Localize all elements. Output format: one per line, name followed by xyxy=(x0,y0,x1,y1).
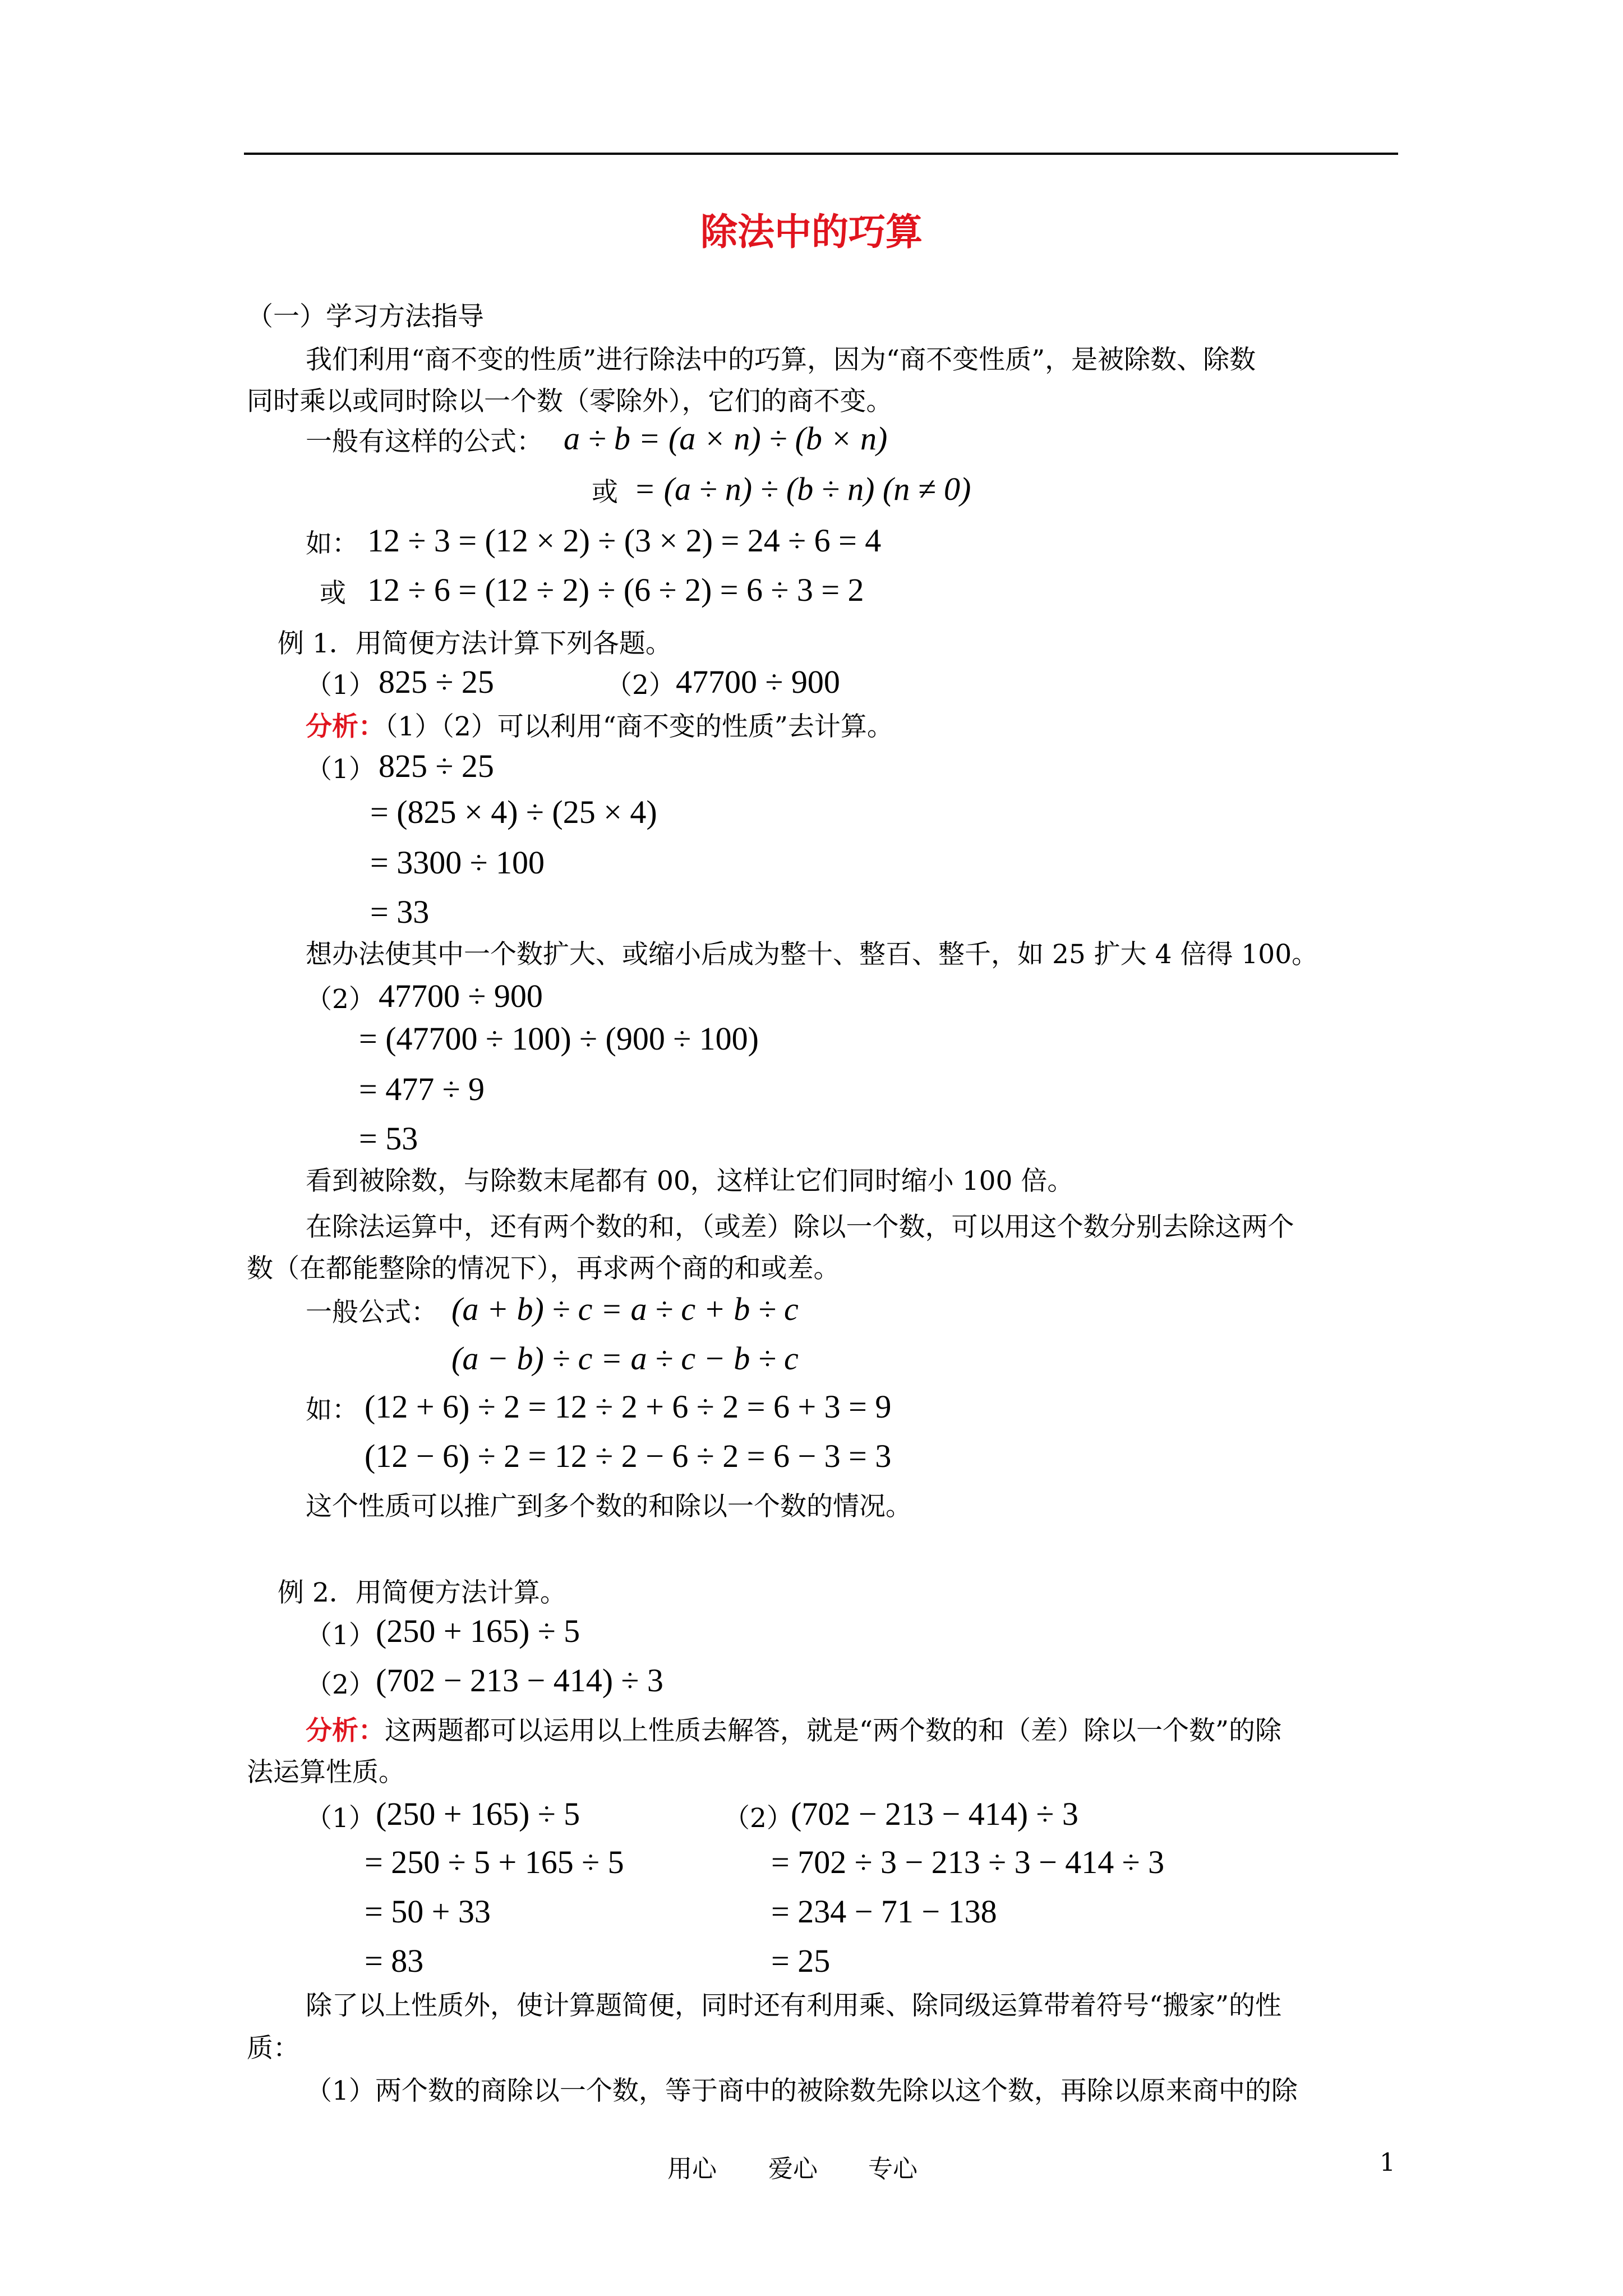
formula: 47700 ÷ 900 xyxy=(379,978,543,1014)
footer-text: 用心 xyxy=(667,2155,717,2183)
footer-text: 专心 xyxy=(868,2155,917,2183)
paragraph: 质： xyxy=(247,2033,299,2064)
question-label: （1） xyxy=(306,1620,375,1651)
formula: (250 + 165) ÷ 5 xyxy=(376,1796,580,1832)
analysis-text: （1）（2）可以利用“商不变的性质”去计算。 xyxy=(385,711,893,742)
formula: = (a ÷ n) ÷ (b ÷ n) (n ≠ 0) xyxy=(634,471,971,507)
question-label: （2） xyxy=(306,1669,375,1700)
formula: 825 ÷ 25 xyxy=(379,748,494,784)
formula: = 33 xyxy=(370,894,430,930)
analysis-label: 分析： xyxy=(306,1715,385,1746)
analysis-text: 这两题都可以运用以上性质去解答，就是“两个数的和（差）除以一个数”的除 xyxy=(385,1715,1282,1746)
formula: = 234 − 71 − 138 xyxy=(771,1893,997,1930)
analysis xyxy=(306,710,893,744)
page-title: 除法中的巧算 xyxy=(700,210,923,254)
section-heading: （一）学习方法指导 xyxy=(247,301,484,332)
question-label: （1） xyxy=(306,670,375,701)
formula-label: 或 xyxy=(592,477,618,508)
formula: (12 − 6) ÷ 2 = 12 ÷ 2 − 6 ÷ 2 = 6 − 3 = 3 xyxy=(365,1438,892,1474)
example-label: 如： xyxy=(306,1395,358,1425)
formula: = (825 × 4) ÷ (25 × 4) xyxy=(370,794,657,830)
formula-label: 一般有这样的公式： xyxy=(306,426,543,457)
example-label: 如： xyxy=(306,528,358,559)
paragraph: 我们利用“商不变的性质”进行除法中的巧算，因为“商不变性质”，是被除数、除数 xyxy=(306,344,1256,375)
solution-label: （1） xyxy=(306,754,375,785)
paragraph: 在除法运算中，还有两个数的和，（或差）除以一个数，可以用这个数分别去除这两个 xyxy=(306,1212,1294,1243)
formula: 12 ÷ 6 = (12 ÷ 2) ÷ (6 ÷ 2) = 6 ÷ 3 = 2 xyxy=(367,572,864,608)
example-title: 例 1．用简便方法计算下列各题。 xyxy=(278,628,672,659)
footer-text: 爱心 xyxy=(768,2155,818,2183)
formula: = 53 xyxy=(359,1120,418,1157)
formula: 47700 ÷ 900 xyxy=(676,664,840,700)
paragraph: （1）两个数的商除以一个数，等于商中的被除数先除以这个数，再除以原来商中的除 xyxy=(306,2076,1298,2106)
note: 想办法使其中一个数扩大、或缩小后成为整十、整百、整千，如 25 扩大 4 倍得 100。 xyxy=(306,939,1318,970)
formula: = 83 xyxy=(365,1943,424,1979)
formula: 825 ÷ 25 xyxy=(379,664,494,700)
header-rule xyxy=(244,153,1398,155)
analysis-label: 分析： xyxy=(306,711,385,742)
solution-label: （2） xyxy=(723,1803,793,1834)
formula: = 3300 ÷ 100 xyxy=(370,844,545,881)
formula: = 477 ÷ 9 xyxy=(359,1071,485,1107)
formula: (702 − 213 − 414) ÷ 3 xyxy=(376,1662,663,1699)
example-title: 例 2．用简便方法计算。 xyxy=(278,1577,566,1608)
formula: = 50 + 33 xyxy=(365,1893,491,1930)
formula: = (47700 ÷ 100) ÷ (900 ÷ 100) xyxy=(359,1020,759,1057)
paragraph: 法运算性质。 xyxy=(247,1757,405,1788)
formula: (a + b) ÷ c = a ÷ c + b ÷ c xyxy=(451,1291,799,1327)
formula: = 250 ÷ 5 + 165 ÷ 5 xyxy=(365,1844,624,1880)
formula: (12 + 6) ÷ 2 = 12 ÷ 2 + 6 ÷ 2 = 6 + 3 = 9 xyxy=(365,1388,892,1425)
formula: 12 ÷ 3 = (12 × 2) ÷ (3 × 2) = 24 ÷ 6 = 4 xyxy=(367,522,882,559)
solution-label: （2） xyxy=(306,984,375,1015)
formula: (a − b) ÷ c = a ÷ c − b ÷ c xyxy=(451,1340,799,1377)
formula: = 25 xyxy=(771,1943,831,1979)
paragraph: 这个性质可以推广到多个数的和除以一个数的情况。 xyxy=(306,1491,912,1522)
paragraph: 数（在都能整除的情况下），再求两个商的和或差。 xyxy=(247,1253,840,1284)
paragraph: 同时乘以或同时除以一个数（零除外），它们的商不变。 xyxy=(247,386,893,417)
solution-label: （1） xyxy=(306,1803,375,1834)
paragraph: 除了以上性质外，使计算题简便，同时还有利用乘、除同级运算带着符号“搬家”的性 xyxy=(306,1990,1282,2021)
formula: (250 + 165) ÷ 5 xyxy=(376,1613,580,1649)
example-label: 或 xyxy=(320,578,346,609)
analysis xyxy=(306,1714,1281,1748)
formula: a ÷ b = (a × n) ÷ (b × n) xyxy=(564,420,888,457)
note: 看到被除数，与除数末尾都有 00，这样让它们同时缩小 100 倍。 xyxy=(306,1166,1074,1197)
formula-label: 一般公式： xyxy=(306,1297,437,1328)
question-label: （2） xyxy=(606,670,675,701)
formula: = 702 ÷ 3 − 213 ÷ 3 − 414 ÷ 3 xyxy=(771,1844,1165,1880)
page-number: 1 xyxy=(1380,2148,1395,2177)
formula: (702 − 213 − 414) ÷ 3 xyxy=(791,1796,1078,1832)
